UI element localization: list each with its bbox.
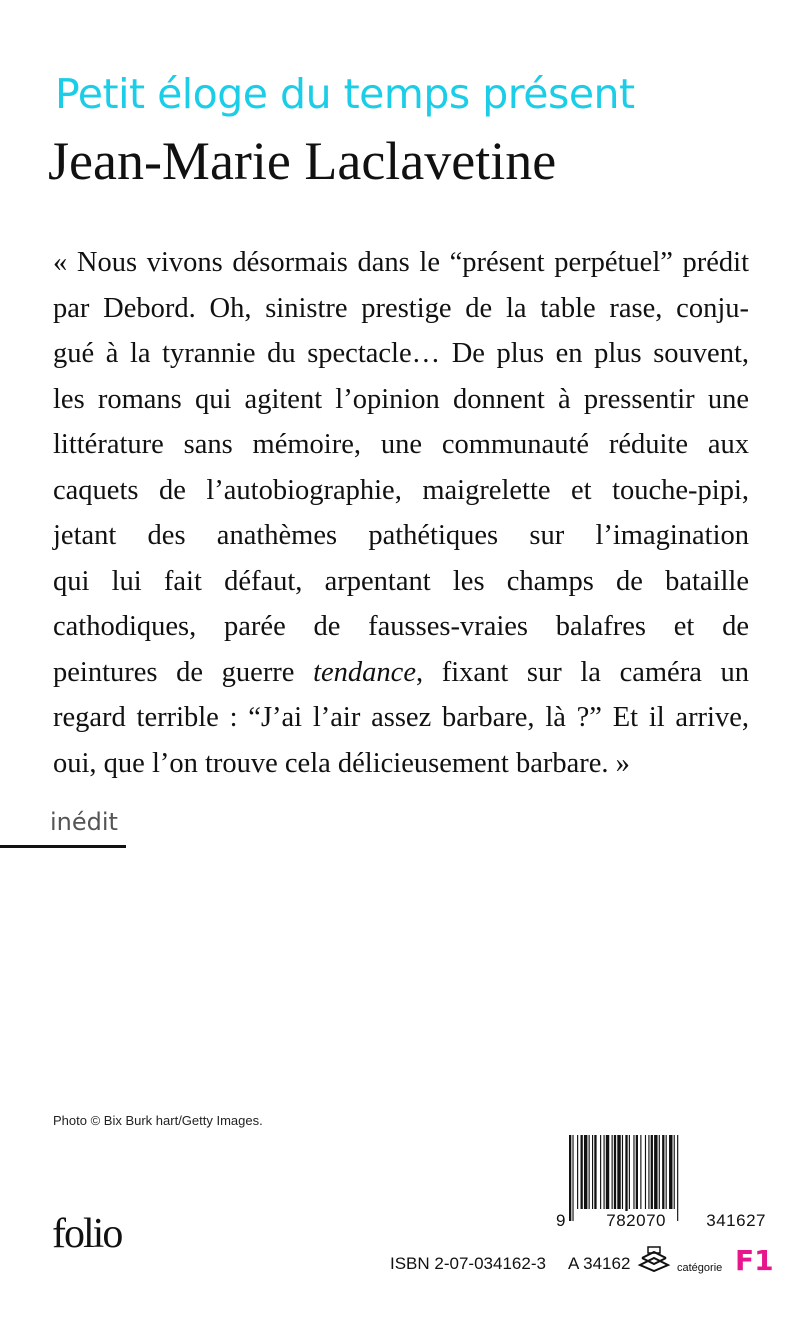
barcode-digit-group: 782070 <box>606 1211 666 1230</box>
gallimard-logo-icon <box>634 1246 674 1272</box>
barcode-bar <box>645 1135 646 1209</box>
barcode-digits <box>555 1211 767 1231</box>
category-label: catégorie <box>677 1262 723 1274</box>
barcode-bar <box>581 1135 583 1209</box>
barcode-bar <box>617 1135 620 1209</box>
tag-underline <box>0 845 126 848</box>
blurb-line: caquets de l’autobiographie, maigrelette et touche-pipi, <box>53 474 749 506</box>
barcode-bar <box>666 1135 667 1209</box>
blurb-line: les romans qui agitent l’opinion donnent à pressentir une <box>53 383 749 415</box>
folio-logo: folio <box>52 1211 122 1257</box>
blurb-line: jetant des anathèmes pathétiques sur l’imagination <box>53 520 749 551</box>
category-code: F1 <box>735 1244 774 1277</box>
barcode-bar <box>604 1135 605 1209</box>
barcode-bar <box>648 1135 649 1209</box>
blurb-line: peintures de guerre tendance, fixant sur la caméra un <box>53 656 749 688</box>
barcode-digit-group: 341627 <box>706 1211 766 1230</box>
barcode-bar <box>600 1135 601 1209</box>
barcode-bar <box>584 1135 587 1209</box>
isbn: ISBN 2-07-034162-3 <box>390 1254 546 1273</box>
barcode-bar <box>569 1135 571 1221</box>
barcode-bar <box>677 1135 678 1221</box>
barcode-bar <box>633 1135 634 1209</box>
barcode-bar <box>674 1135 675 1209</box>
barcode-bar <box>592 1135 593 1209</box>
barcode-bar <box>594 1135 596 1209</box>
barcode-bar <box>629 1135 630 1209</box>
back-cover-blurb <box>53 240 749 786</box>
blurb-line: oui, que l’on trouve cela délicieusement barbare. » <box>53 747 630 779</box>
unpublished-tag: inédit <box>50 808 118 836</box>
author-name: Jean-Marie Laclavetine <box>48 131 557 191</box>
barcode-bar <box>640 1135 641 1209</box>
blurb-line: gué à la tyrannie du spectacle… De plus en plus souvent, <box>53 338 749 369</box>
blurb-line: cathodiques, parée de fausses-vraies balafres et de <box>53 611 749 642</box>
blurb-line: littérature sans mémoire, une communauté réduite aux <box>53 429 749 460</box>
barcode-bar <box>612 1135 613 1209</box>
barcode-bars-icon <box>555 1135 767 1221</box>
barcode-bar <box>659 1135 660 1209</box>
barcode-bar <box>572 1135 573 1221</box>
barcode-bar <box>606 1135 609 1209</box>
barcode-bar <box>622 1135 623 1209</box>
barcode-bar <box>589 1135 590 1209</box>
book-title: Petit éloge du temps présent <box>55 70 635 118</box>
blurb-line: par Debord. Oh, sinistre prestige de la table rase, conju- <box>53 292 749 324</box>
blurb-line: qui lui fait défaut, arpentant les champs de bataille <box>53 565 749 597</box>
blurb-line: « Nous vivons désormais dans le “présent perpétuel” prédit <box>53 247 749 278</box>
barcode-bar <box>669 1135 672 1209</box>
emphasis: tendance <box>313 656 416 688</box>
barcode-bar <box>651 1135 653 1209</box>
reference-code: A 34162 <box>568 1254 631 1273</box>
barcode <box>555 1135 767 1233</box>
photo-credit: Photo © Bix Burk hart/Getty Images. <box>53 1113 263 1128</box>
barcode-bar <box>636 1135 638 1209</box>
barcode-bar <box>654 1135 657 1209</box>
barcode-bar <box>662 1135 664 1209</box>
barcode-bar <box>577 1135 578 1209</box>
barcode-bar <box>614 1135 616 1209</box>
barcode-bar <box>625 1135 627 1221</box>
blurb-line: regard terrible : “J’ai l’air assez barbare, là ?” Et il arrive, <box>53 702 749 733</box>
barcode-digit-group: 9 <box>556 1211 566 1230</box>
